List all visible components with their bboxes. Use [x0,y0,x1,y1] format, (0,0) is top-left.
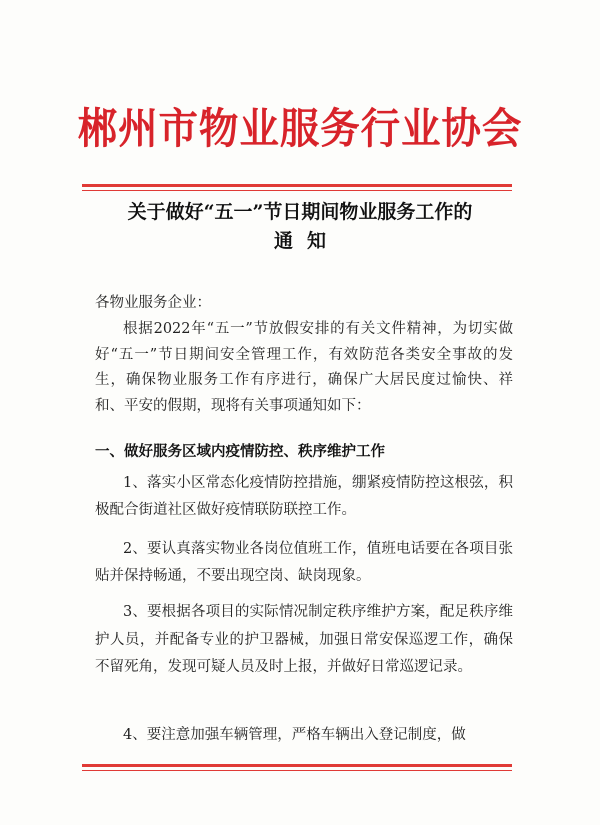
intro-paragraph: 根据2022年“五一”节放假安排的有关文件精神，为切实做好“五一”节日期间安全管理工作，有效防范各类安全事故的发生，确保物业服务工作有序进行，确保广大居民度过愉快、祥和、平安的假期，现将有关事项通知如下： [95,321,513,414]
header-rule-thick [82,184,512,187]
footer-rule-thick [82,764,512,767]
footer-rule-thin [82,770,512,771]
notice-title-line1: 关于做好“五一”节日期间物业服务工作的 [127,201,473,223]
section-heading: 一、做好服务区域内疫情防控、秩序维护工作 [95,443,385,460]
notice-title-line2: 通知 [273,230,340,252]
item-paragraph: 1、落实小区常态化疫情防控措施，绷紧疫情防控这根弦，积极配合街道社区做好疫情联防联控工作。 [95,475,513,518]
item-paragraph: 2、要认真落实物业各岗位值班工作，值班电话要在各项目张贴并保持畅通，不要出现空岗、缺岗现象。 [95,541,513,584]
item-paragraph: 3、要根据各项目的实际情况制定秩序维护方案，配足秩序维护人员，并配备专业的护卫器械，加强日常安保巡逻工作，确保不留死角，发现可疑人员及时上报，并做好日常巡逻记录。 [95,604,513,675]
item-paragraph: 4、要注意加强车辆管理，严格车辆出入登记制度，做 [123,727,466,743]
header-rule-thin [82,190,512,191]
organization-letterhead: 郴州市物业服务行业协会 [77,104,523,153]
salutation: 各物业服务企业： [95,295,211,311]
